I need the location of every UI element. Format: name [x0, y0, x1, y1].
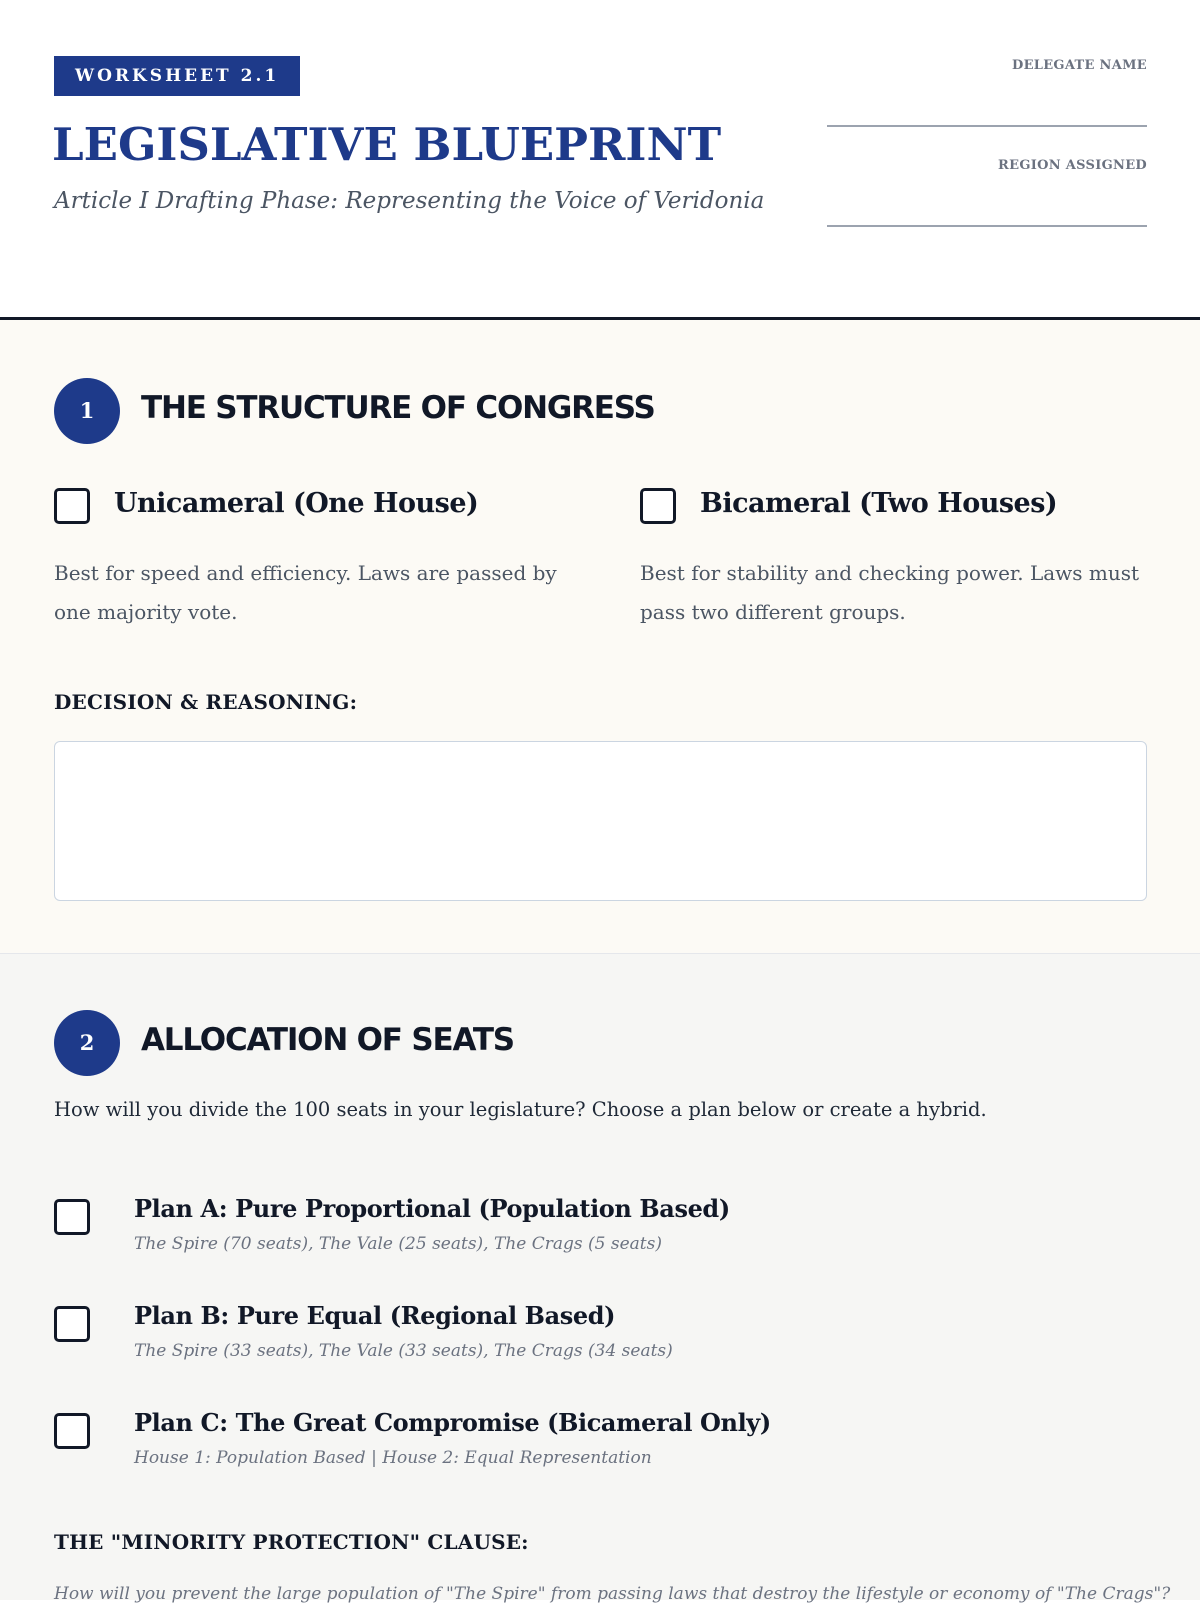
plan-c-title: Plan C: The Great Compromise (Bicameral Only)	[134, 1408, 771, 1437]
section-2-title: ALLOCATION OF SEATS	[141, 1022, 514, 1058]
plan-a-checkbox[interactable]	[54, 1199, 90, 1235]
section-1-title: THE STRUCTURE OF CONGRESS	[141, 390, 655, 426]
plan-c-detail: House 1: Population Based | House 2: Equal Representation	[134, 1448, 652, 1468]
section-2-number: 2	[54, 1010, 120, 1076]
minority-protection-label: THE "MINORITY PROTECTION" CLAUSE:	[54, 1530, 529, 1554]
plan-a-title: Plan A: Pure Proportional (Population Based)	[134, 1194, 730, 1223]
decision-reasoning-input[interactable]	[54, 741, 1147, 901]
section-allocation-of-seats	[0, 954, 1200, 1604]
plan-b-title: Plan B: Pure Equal (Regional Based)	[134, 1301, 616, 1330]
page-subtitle: Article I Drafting Phase: Representing the Voice of Veridonia	[54, 188, 765, 214]
plan-b-detail: The Spire (33 seats), The Vale (33 seats), The Crags (34 seats)	[134, 1341, 673, 1361]
unicameral-label: Unicameral (One House)	[114, 488, 479, 519]
delegate-name-label: DELEGATE NAME	[1012, 58, 1147, 73]
minority-protection-prompt: How will you prevent the large population of "The Spire" from passing laws that destroy the lifestyle or economy of "The Crags"?	[54, 1584, 1171, 1604]
decision-reasoning-label: DECISION & REASONING:	[54, 690, 358, 714]
bicameral-description: Best for stability and checking power. Laws must pass two different groups.	[640, 561, 1140, 624]
section-structure-of-congress	[0, 320, 1200, 954]
region-assigned-field[interactable]	[827, 225, 1147, 227]
worksheet-header	[0, 0, 1200, 320]
delegate-name-field[interactable]	[827, 125, 1147, 127]
section-1-number: 1	[54, 378, 120, 444]
page-title: LEGISLATIVE BLUEPRINT	[52, 118, 722, 171]
region-assigned-label: REGION ASSIGNED	[998, 158, 1147, 173]
plan-b-checkbox[interactable]	[54, 1306, 90, 1342]
worksheet-badge: WORKSHEET 2.1	[54, 56, 300, 96]
unicameral-checkbox[interactable]	[54, 488, 90, 524]
bicameral-checkbox[interactable]	[640, 488, 676, 524]
unicameral-description: Best for speed and efficiency. Laws are passed by one majority vote.	[54, 561, 557, 624]
plan-a-detail: The Spire (70 seats), The Vale (25 seats), The Crags (5 seats)	[134, 1234, 662, 1254]
bicameral-label: Bicameral (Two Houses)	[700, 488, 1058, 519]
plan-c-checkbox[interactable]	[54, 1413, 90, 1449]
allocation-prompt: How will you divide the 100 seats in your legislature? Choose a plan below or create a hybrid.	[54, 1098, 987, 1121]
